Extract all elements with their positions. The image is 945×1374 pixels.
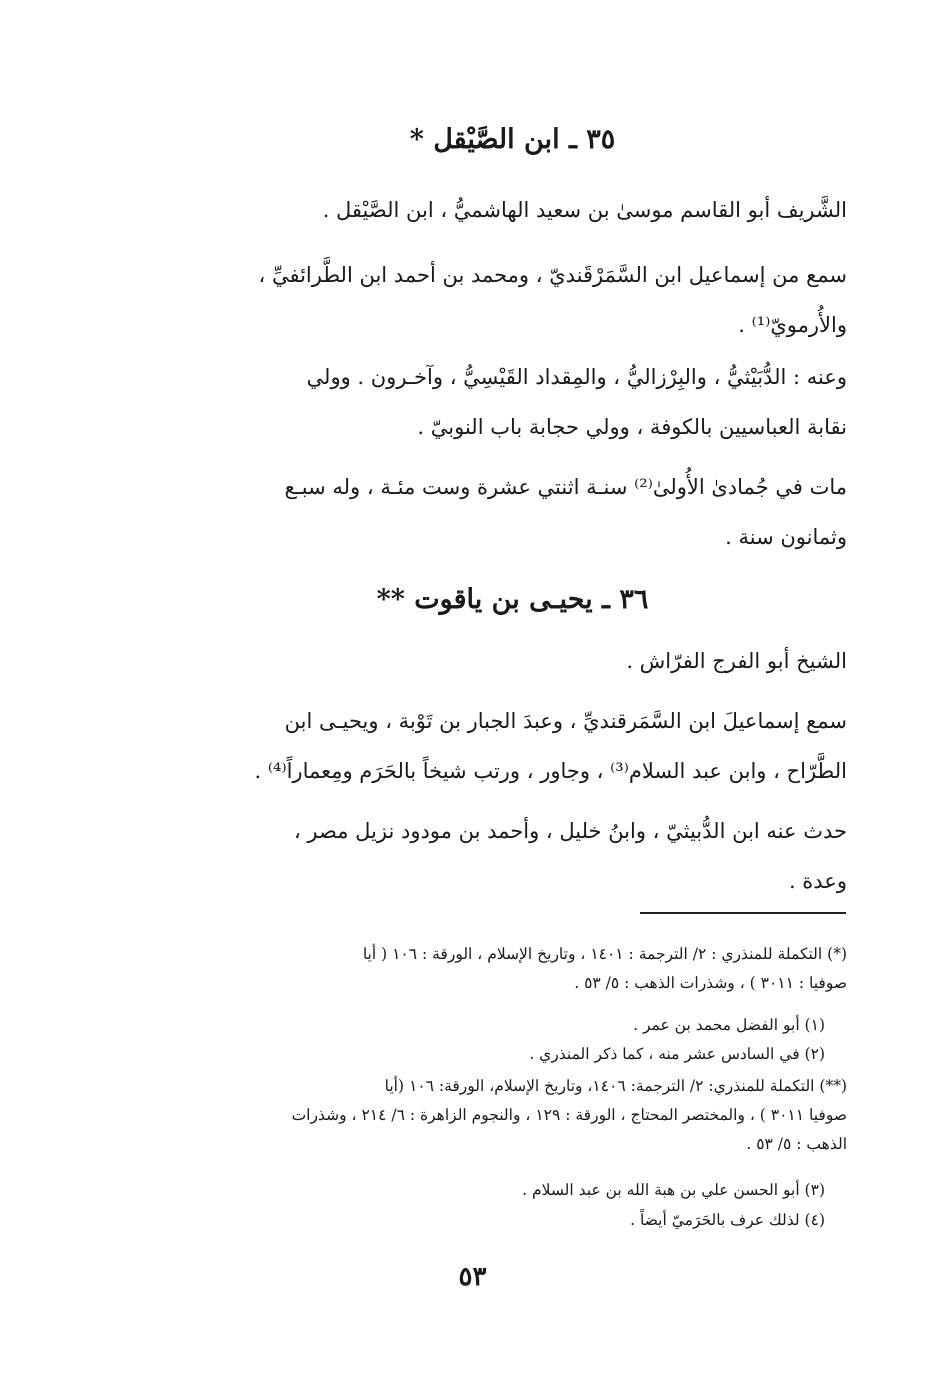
text-line: (٣) أبو الحسن علي بن هبة الله بن عبد السلام .	[522, 1181, 825, 1199]
text-line: صوفيا ٣٠١١ ) ، والمختصر المحتاج ، الورقة : ١٢٩ ، والنجوم الزاهرة : ٦/ ٢١٤ ، وشذرات	[291, 1106, 847, 1124]
text-line: (١) أبو الفضل محمد بن عمر .	[633, 1016, 825, 1034]
text-line: مات في جُمادىٰ الأُولىٰ⁽²⁾ سنـة اثنتي عشرة وست مئـة ، وله سبـع	[284, 475, 847, 499]
text-line: وعنه : الدُّبَيْثيُّ ، والبِرْزاليُّ ، والمِقداد القَيْسِيُّ ، وآخـرون . وولي	[306, 365, 847, 389]
page-number: ٥٣	[458, 1262, 487, 1292]
footnote-divider	[640, 912, 846, 914]
text-line: وعدة .	[788, 869, 847, 893]
text-line: حدث عنه ابن الدُّبيثيّ ، وابنُ خليل ، وأحمد بن مودود نزيل مصر ،	[293, 819, 847, 843]
footnote-3	[185, 1176, 847, 1205]
footnote-entry-36-sources	[185, 1072, 847, 1159]
entry-36-paragraph-2	[185, 696, 847, 796]
text-line: (٢) في السادس عشر منه ، كما ذكر المنذري .	[529, 1045, 825, 1063]
text-line: سمع إسماعيلَ ابن السَّمَرقنديِّ ، وعبدَ الجبار بن تَوْبة ، ويحيـى ابن	[284, 709, 847, 733]
text-line: الشَّريف أبو القاسم موسىٰ بن سعيد الهاشميُّ ، ابن الصَّيْقل .	[322, 198, 847, 222]
text-line: نقابة العباسيين بالكوفة ، وولي حجابة باب النوبيّ .	[417, 415, 847, 439]
entry-36-paragraph-3	[185, 806, 847, 906]
entry-36-paragraph-1	[185, 636, 847, 686]
footnote-2	[185, 1040, 847, 1069]
entry-36-title: ٣٦ ـ يحيـى بن ياقوت **	[376, 584, 649, 615]
entry-35-paragraph-1	[185, 185, 847, 235]
text-line: والأُرمويّ⁽¹⁾ .	[738, 313, 847, 337]
text-line: الطَّرّاح ، وابن عبد السلام⁽³⁾ ، وجاور ، ورتب شيخاً بالحَرَم ومِعماراً⁽⁴⁾ .	[254, 759, 847, 783]
text-line: سمع من إسماعيل ابن السَّمَرْقَنديّ ، ومحمد بن أحمد ابن الطَّرائفيِّ ،	[258, 263, 847, 287]
text-line: (*) التكملة للمنذري : ٢/ الترجمة : ١٤٠١ ، وتاريخ الإسلام ، الورقة : ١٠٦ ( أيا	[362, 945, 847, 963]
footnote-1	[185, 1011, 847, 1040]
entry-35-paragraph-2	[185, 250, 847, 350]
text-line: صوفيا : ٣٠١١ ) ، وشذرات الذهب : ٥/ ٥٣ .	[574, 974, 847, 992]
footnote-4	[185, 1206, 847, 1235]
entry-35-paragraph-4	[185, 462, 847, 562]
text-line: (**) التكملة للمنذري: ٢/ الترجمة: ١٤٠٦، وتاريخ الإسلام، الورقة: ١٠٦ (أيا	[384, 1077, 847, 1095]
text-line: الشيخ أبو الفرج الفرّاش .	[626, 649, 847, 673]
text-line: وثمانون سنة .	[725, 525, 847, 549]
entry-35-paragraph-3	[185, 352, 847, 452]
entry-35-title: ٣٥ ـ ابن الصَّيْقل *	[409, 124, 616, 155]
text-line: (٤) لذلك عرف بالحَرَميّ أيضاً .	[630, 1211, 825, 1229]
footnote-entry-35-sources	[185, 940, 847, 998]
text-line: الذهب : ٥/ ٥٣ .	[746, 1135, 847, 1153]
